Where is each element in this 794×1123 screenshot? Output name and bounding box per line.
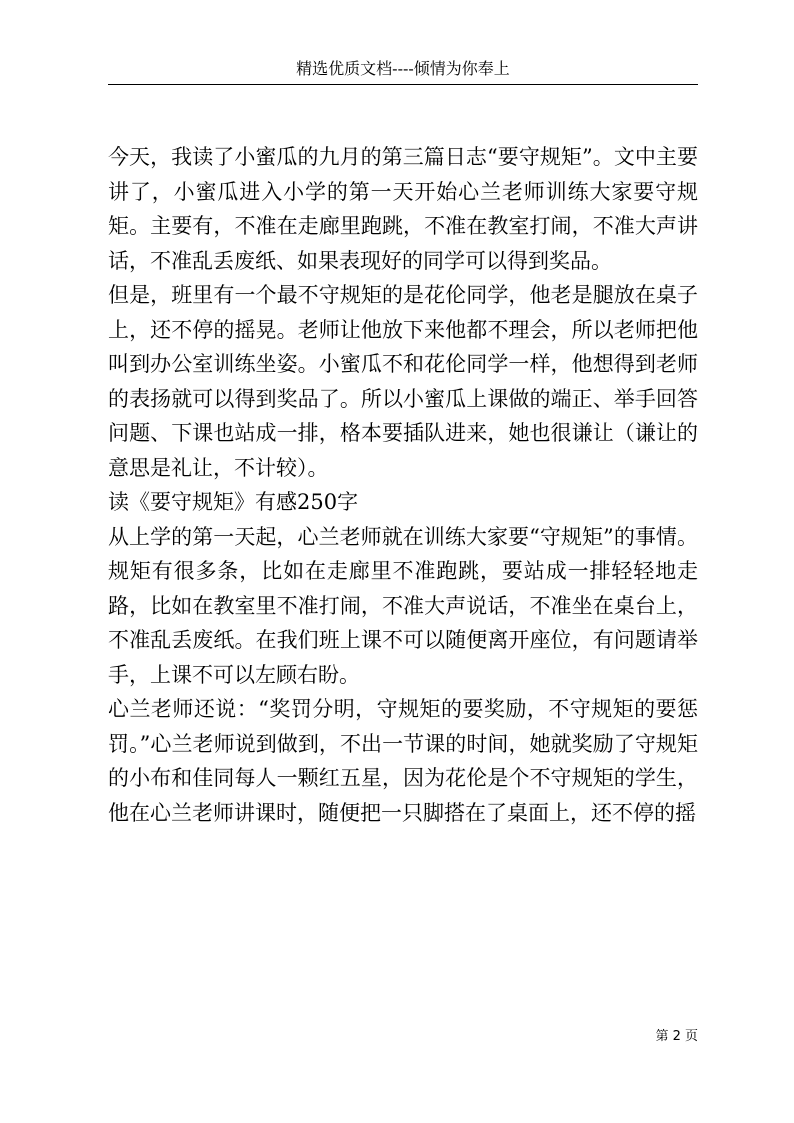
paragraph-2: 但是，班里有一个最不守规矩的是花伦同学，他老是腿放在桌子上，还不停的摇晃。老师让他放下来他都不理会，所以老师把他叫到办公室训练坐姿。小蜜瓜不和花伦同学一样，他想得到老师的表扬就可以得到奖品了。所以小蜜瓜上课做的端正、举手回答问题、下课也站成一排，格本要插队进来，她也很谦让（谦让的意思是礼让，不计较）。 [108, 283, 698, 480]
section-heading: 读《要守规矩》有感250字 [108, 490, 359, 514]
document-body [108, 140, 698, 830]
page-header-title: 精选优质文档----倾情为你奉上 [296, 59, 510, 78]
page-number: 第 2 页 [655, 1029, 698, 1044]
paragraph-3: 从上学的第一天起，心兰老师就在训练大家要“守规矩”的事情。规矩有很多条，比如在走廊里不准跑跳，要站成一排轻轻地走路，比如在教室里不准打闹，不准大声说话，不准坐在桌台上，不准乱丢废纸。在我们班上课不可以随便离开座位，有问题请举手，上课不可以左顾右盼。 [108, 524, 698, 687]
paragraph-1: 今天，我读了小蜜瓜的九月的第三篇日志“要守规矩”。文中主要讲了，小蜜瓜进入小学的第一天开始心兰老师训练大家要守规矩。主要有，不准在走廊里跑跳，不准在教室打闹，不准大声讲话，不准乱丢废纸、如果表现好的同学可以得到奖品。 [108, 145, 698, 273]
header-divider [108, 84, 698, 85]
paragraph-4: 心兰老师还说：“奖罚分明，守规矩的要奖励，不守规矩的要惩罚。”心兰老师说到做到，不出一节课的时间，她就奖励了守规矩的小布和佳同每人一颗红五星，因为花伦是个不守规矩的学生，他在心兰老师讲课时，随便把一只脚搭在了桌面上，还不停的摇 [108, 697, 698, 825]
